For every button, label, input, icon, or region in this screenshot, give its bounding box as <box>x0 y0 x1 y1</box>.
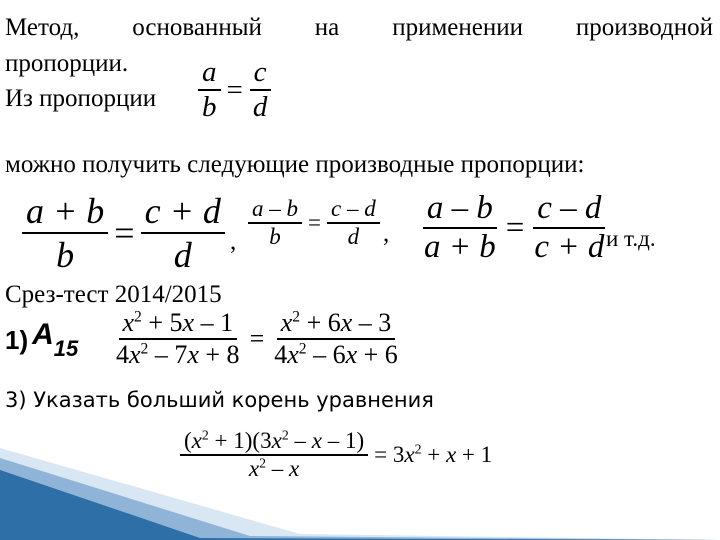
equals-sign: = <box>226 73 243 106</box>
fraction <box>22 190 108 276</box>
separator-comma: , <box>383 220 390 247</box>
separator-comma: , <box>230 228 237 255</box>
denominator: $x^2$ – x <box>248 455 300 481</box>
fraction <box>327 196 380 250</box>
numerator: $(x^2 + 1)(3x^2 - x - 1)$ <box>180 428 368 456</box>
task-label-letter: A <box>32 318 54 351</box>
numerator: $x^2 + 5x - 1$ <box>119 308 238 340</box>
denominator: b <box>56 235 75 275</box>
intro-word: производной <box>575 14 713 41</box>
denominator: b <box>202 91 217 123</box>
decorative-wave-band <box>0 448 720 540</box>
intro-word: Метод, <box>5 14 80 41</box>
fraction-c-d <box>249 56 272 124</box>
task-number: 1) <box>5 324 29 355</box>
denominator: $4x^2 - 6x + 6$ <box>274 340 398 369</box>
equals-sign: = <box>308 210 321 235</box>
denominator: c + d <box>534 229 605 265</box>
numerator: a – b <box>248 196 302 224</box>
numerator: c <box>250 56 271 91</box>
equals-sign: = <box>249 324 265 353</box>
derived-intro: можно получить следующие производные пропорции: <box>5 151 585 178</box>
numerator: $x^2 + 6x - 3$ <box>277 308 396 340</box>
derived-proportion-1 <box>22 190 225 276</box>
numerator: c + d <box>141 190 225 234</box>
intro-line-2: пропорции. <box>5 50 129 77</box>
numerator: c – d <box>533 190 605 229</box>
denominator: $4x^2 - 7x + 8$ <box>116 340 240 369</box>
etc-label: и т.д. <box>606 226 656 251</box>
fraction <box>530 190 608 266</box>
rhs: = $3x^2 + x + 1$ <box>374 441 493 467</box>
task-label <box>32 318 78 362</box>
test-title: Срез-тест 2014/2015 <box>5 281 222 308</box>
intro-word: основанный <box>132 14 262 41</box>
task-1 <box>5 318 78 362</box>
denominator: d <box>173 235 192 275</box>
denominator: d <box>252 91 268 123</box>
intro-line-3: Из пропорции <box>5 85 157 112</box>
numerator: a – b <box>423 190 497 229</box>
equals-sign: = <box>114 213 135 253</box>
equals-sign: = <box>505 209 525 246</box>
intro-word: применении <box>392 14 523 41</box>
fraction <box>420 190 500 266</box>
numerator: a + b <box>22 190 108 234</box>
base-proportion <box>198 56 271 124</box>
derived-proportion-3 <box>420 190 608 266</box>
denominator: d <box>347 224 360 249</box>
fraction-a-b <box>198 56 221 124</box>
task-1-equation <box>112 308 402 370</box>
fraction <box>112 308 244 370</box>
numerator: a <box>198 56 221 91</box>
denominator: a + b <box>424 229 496 265</box>
fraction <box>141 190 225 276</box>
intro-word: на <box>314 14 340 41</box>
numerator: c – d <box>327 196 380 224</box>
derived-proportion-2 <box>248 196 380 250</box>
fraction <box>270 308 402 370</box>
task-3-text: 3) Указать больший корень уравнения <box>5 388 434 412</box>
denominator: b <box>269 224 281 249</box>
fraction <box>248 196 302 250</box>
task-label-sub: 15 <box>53 336 79 361</box>
intro-line-1 <box>5 14 713 43</box>
